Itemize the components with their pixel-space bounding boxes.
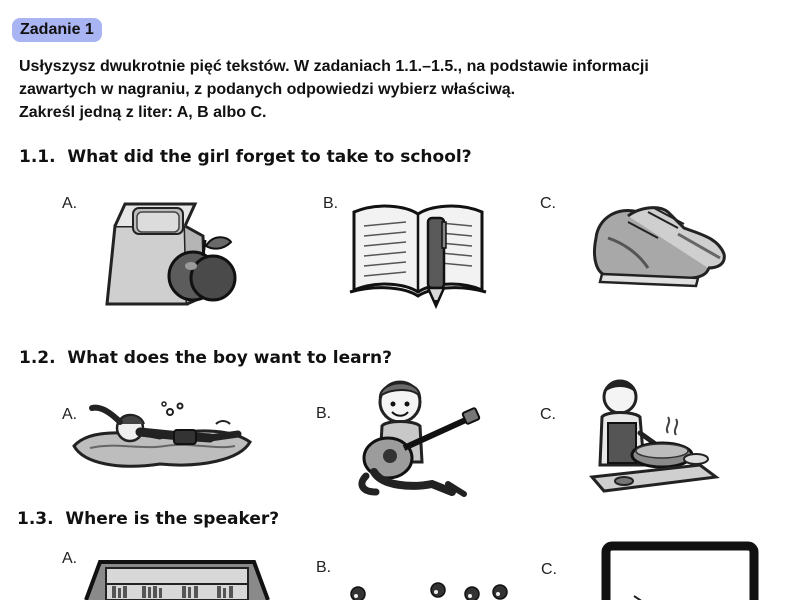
option-b-label[interactable]: B. [316, 559, 332, 576]
question-number: 1.2. [19, 348, 56, 368]
question-text: What did the girl forget to take to school? [67, 147, 472, 167]
question-number: 1.3. [17, 509, 54, 529]
option-a-label[interactable]: A. [62, 550, 78, 567]
task-badge: Zadanie 1 [12, 18, 102, 42]
question-1-2 [19, 348, 392, 368]
crowd-icon[interactable] [340, 578, 520, 600]
instructions-line-1: Usłyszysz dwukrotnie pięć tekstów. W zadaniach 1.1.–1.5., na podstawie informacji [19, 58, 649, 75]
question-text: What does the boy want to learn? [67, 348, 392, 368]
lunch-bag-apple-icon[interactable] [95, 196, 240, 311]
option-c-label[interactable]: C. [540, 195, 556, 212]
question-1-1 [19, 147, 472, 167]
sneakers-icon[interactable] [588, 198, 728, 293]
instructions [19, 55, 789, 124]
cooking-icon[interactable] [584, 373, 724, 498]
question-number: 1.1. [19, 147, 56, 167]
guitar-icon[interactable] [352, 376, 482, 498]
question-1-3 [17, 509, 279, 529]
screen-icon[interactable] [600, 540, 760, 600]
option-c-label[interactable]: C. [541, 561, 557, 578]
option-a-label[interactable]: A. [62, 406, 78, 423]
book-pen-icon[interactable] [348, 200, 488, 310]
option-a-label[interactable]: A. [62, 195, 78, 212]
instructions-line-2: zawartych w nagraniu, z podanych odpowiedzi wybierz właściwą. [19, 81, 516, 98]
option-c-label[interactable]: C. [540, 406, 556, 423]
swimming-icon[interactable] [70, 398, 255, 473]
option-b-label[interactable]: B. [316, 405, 332, 422]
instructions-line-3: Zakreśl jedną z liter: A, B albo C. [19, 104, 267, 121]
option-b-label[interactable]: B. [323, 195, 339, 212]
library-icon[interactable] [82, 556, 272, 600]
question-text: Where is the speaker? [65, 509, 280, 529]
